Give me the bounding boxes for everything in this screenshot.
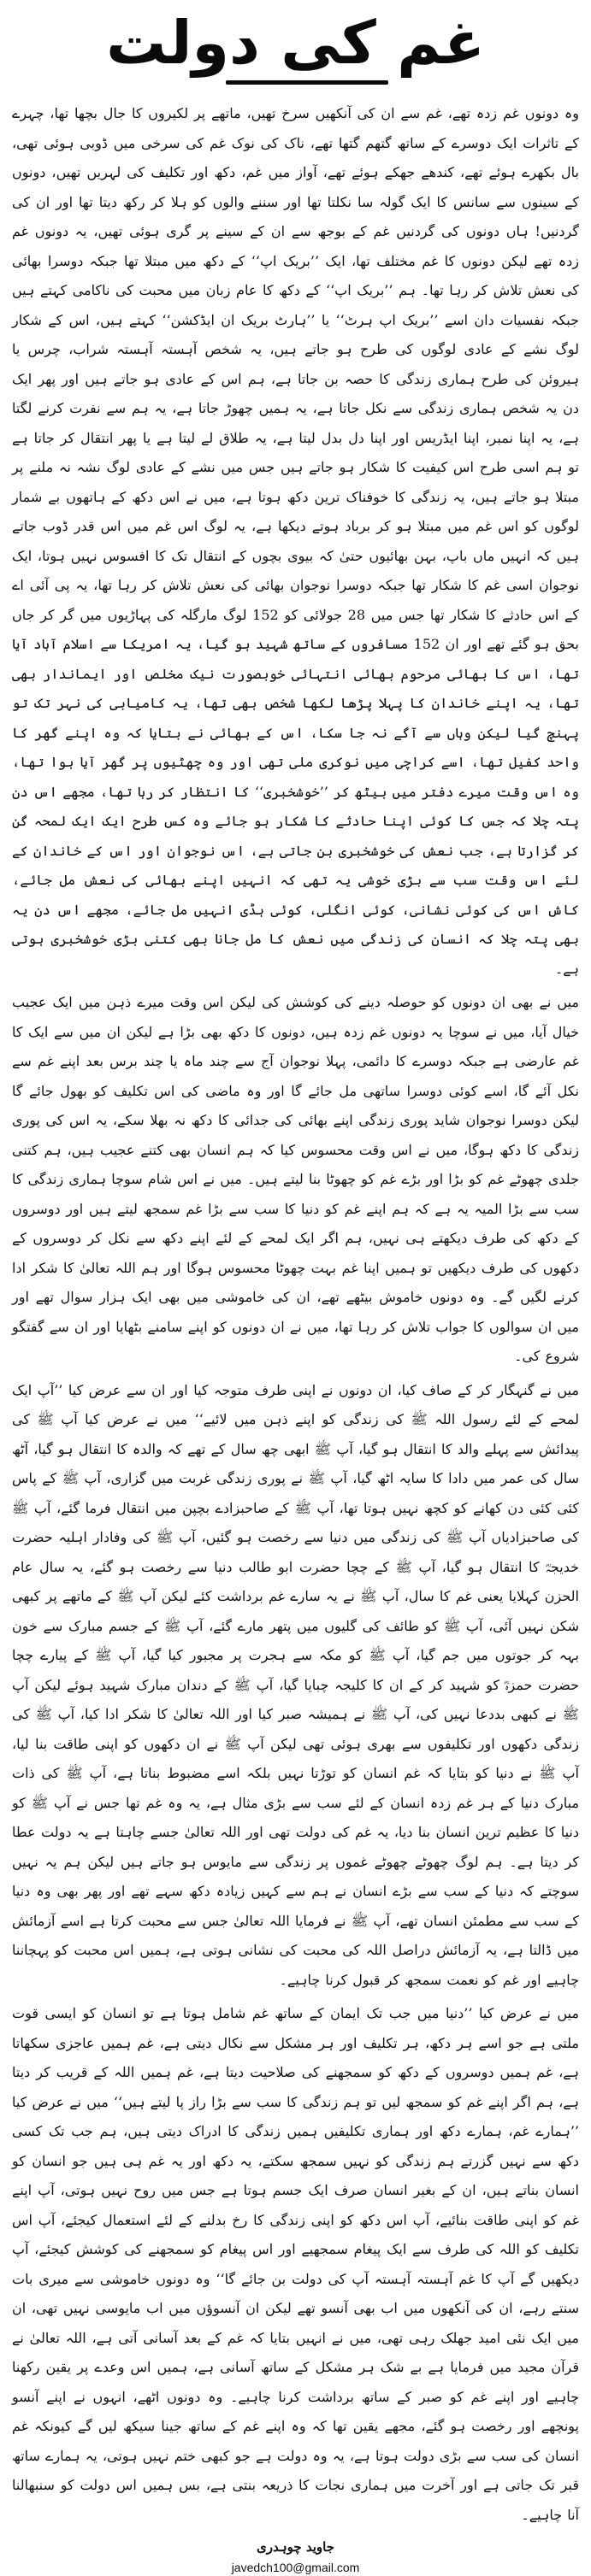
article-paragraph: میں نے بھی ان دونوں کو حوصلہ دینے کی کوشش کی لیکن اس وقت میرے ذہن میں ایک عجیب خیال آیا، میں نے سوچا یہ دونوں غم زدہ ہیں، دونوں کا دکھ بھی بڑا ہے لیکن ان میں سے ایک کا غم عارضی ہے جبکہ دوسرے کا دائمی، پہلا نوجوان آج سے چند ماہ یا چند برس بعد اپنے غم سے نکل آئے گا، اسے کوئی دوسرا ساتھی مل جائے گا اور وہ ماضی کی اس تکلیف کو بھول جائے گا لیکن دوسرا نوجوان شاید پوری زندگی اپنے بھائی کی جدائی کا دکھ نہ بھلا سکے، یہ اس کی پوری زندگی کا دکھ ہوگا، میں نے اس وقت محسوس کیا کہ ہم انسان بھی کتنے عجیب ہیں، ہم کتنی جلدی چھوٹے غم کو بڑا اور بڑے غم کو چھوٹا بنا لیتے ہیں۔ میں نے اس شام سوچا ہماری زندگی کا سب سے بڑا المیہ یہ ہے کہ ہم اپنے غم کو دنیا کا سب سے بڑا غم سمجھ لیتے ہیں اور دوسروں کے دکھ کی طرف دیکھتے ہی نہیں، ہم اگر ایک لمحے کے لئے اپنے دکھ سے نکل کر دوسروں کے دکھوں کی طرف دیکھیں تو ہمیں اپنا غم بہت چھوٹا محسوس ہوگا اور ہم اللہ تعالیٰ کا شکر ادا کرنے لگیں گے۔ وہ دونوں خاموش بیٹھے تھے، ان کی خاموشی میں بھی ایک ہزار سوال تھے اور میں ان سوالوں کا جواب تلاش کر رہا تھا، میں نے ان دونوں کو اپنے سامنے بٹھایا اور ان سے گفتگو شروع کی۔ bbox=[12, 994, 580, 1364]
article-paragraph: وہ دونوں غم زدہ تھے، غم سے ان کی آنکھیں سرخ تھیں، ماتھے پر لکیروں کا جال بچھا تھا، چہرے کے تاثرات ایک دوسرے کے ساتھ گتھم گتھا تھے، ناک کی نوک غم کی سرخی میں ڈوبی ہوئی تھی، بال بکھرے ہوئے تھے، کندھے جھکے ہوئے تھے، آواز میں غم، دکھ اور تکلیف کی لہریں تھیں، دونوں کے سینوں سے سانس کا ایک گولہ سا نکلتا تھا اور سننے والوں کو ہلا کر رکھ دیتا تھا اور ان کی گردنیں! ہاں دونوں کی گردنیں غم کے بوجھ سے ان کے سینے پر گری ہوئی تھیں، یہ دونوں غم زدہ تھے لیکن دونوں کا غم مختلف تھا، ایک ’’بریک اپ‘‘ کے دکھ میں مبتلا تھا جبکہ دوسرا بھائی کی نعش تلاش کر رہا تھا۔ ہم ’’بریک اپ‘‘ کے دکھ کا عام زبان میں محبت کی ناکامی کہتے ہیں جبکہ نفسیات دان اسے ’’بریک اپ ہرٹ‘‘ یا ’’ہارٹ بریک ان ایڈکشن‘‘ کہتے ہیں، اس کے شکار لوگ نشے کے عادی لوگوں کی طرح ہو جاتے ہیں، یہ شخص آہستہ آہستہ شراب، چرس یا ہیروئن کی طرح ہماری زندگی کا حصہ بن جاتا ہے، ہم اس کے عادی ہو جاتے ہیں اور پھر ایک دن یہ شخص ہماری زندگی سے نکل جاتا ہے، یہ ہمیں چھوڑ جاتا ہے، یہ ہم سے نفرت کرنے لگتا ہے، یہ اپنا نمبر، اپنا ایڈریس اور اپنا دل بدل لیتا ہے، یہ طلاق لے لیتا ہے یا پھر انتقال کر جاتا ہے تو ہم اسی طرح اس کیفیت کا شکار ہو جاتے ہیں جس میں نشے کے عادی لوگ نشہ نہ ملنے پر مبتلا ہو جاتے ہیں، یہ زندگی کا خوفناک ترین دکھ ہوتا ہے، میں نے اس دکھ کے ہاتھوں بے شمار لوگوں کو اس غم میں مبتلا ہو کر برباد ہوتے دیکھا ہے، یہ لوگ اس غم میں اس قدر ڈوب جاتے ہیں کہ انہیں ماں باپ، بہن بھائیوں حتیٰ کہ بیوی بچوں کے انتقال تک کا افسوس نہیں ہوتا، ایک نوجوان اسی غم کا شکار تھا جبکہ دوسرا نوجوان بھائی کی نعش تلاش کر رہا تھا، یہ پی آئی اے کے اس حادثے کا شکار تھا جس میں 28 جولائی کو 152 لوگ مارگلہ کی پہاڑیوں میں گر کر جاں بحق ہو گئے تھے اور ان 152 مسافروں کے ساتھ شہید ہو گیا، یہ امریکا سے اسلام آباد آیا تھا، اس کا بھائی مرحوم بھائی انتہائی خوبصورت نیک مخلص اور ایماندار بھی تھا، یہ اپنے خاندان کا پہلا پڑھا لکھا شخص بھی تھا، یہ کامیابی کی نہر تک تو پہنچ گیا لیکن وہاں سے آگے نہ جا سکا، اس کے بھائی نے بتایا کہ وہ اپنے گھر کا واحد کفیل تھا، اسے کراچی میں نوکری ملی تھی اور وہ چھٹیوں پر گھر آیا ہوا تھا، وہ اس وقت میرے دفتر میں بیٹھ کر ’’خوشخبری‘‘ کا انتظار کر رہا تھا، مجھے اس دن پتہ چلا کہ جس کا کوئی اپنا حادثے کا شکار ہو جائے وہ کس طرح ایک ایک لمحہ گن کر گزارتا ہے، جب نعش کی خوشخبری بن جاتی ہے، اس نوجوان اور اس کے خاندان کے لئے اس وقت سب سے بڑی خوشی یہ تھی کہ انہیں اپنے بھائی کی نعش مل جائے، کاش اس کی کوئی نشانی، کوئی انگلی، کوئی ہڈی انہیں مل جائے، مجھے اس دن یہ بھی پتہ چلا کہ انسان کی زندگی میں نعش کا مل جانا بھی کتنی بڑی خوشخبری ہوتی ہے۔ bbox=[12, 105, 580, 977]
article-body bbox=[12, 99, 579, 2530]
author-email: javedch100@gmail.com bbox=[231, 2561, 360, 2574]
article-headline: غم کی دولت bbox=[106, 8, 485, 78]
article-paragraph: میں نے عرض کیا ’’دنیا میں جب تک ایمان کے ساتھ غم شامل ہوتا ہے تو انسان کو ایسی قوت ملتی ہے جو اسے ہر دکھ، ہر تکلیف اور ہر مشکل سے نکال دیتی ہے، غم ہمیں عاجزی سکھاتا ہے، غم ہمیں دوسروں کے دکھ کو سمجھنے کی صلاحیت دیتا ہے، غم ہمیں اللہ کے قریب کر دیتا ہے، ہم اگر اپنے غم کو سمجھ لیں تو ہم زندگی کا سب سے بڑا راز پا لیتے ہیں‘‘ میں نے عرض کیا ’’ہمارے غم، ہمارے دکھ اور ہماری تکلیفیں ہمیں زندگی کا ادراک دیتی ہیں، ہم جب تک کسی دکھ سے نہیں گزرتے ہم زندگی کو نہیں سمجھ سکتے، یہ دکھ اور یہ غم ہی ہیں جو انسان کو انسان بناتے ہیں، ان کے بغیر انسان صرف ایک جسم ہوتا ہے جس میں روح نہیں ہوتی، آپ اپنے غم کو اپنی طاقت بنائیے، آپ اس دکھ کو اپنی زندگی کا رخ بدلنے کے لئے استعمال کیجئے، آپ اس تکلیف کو اللہ کی طرف سے ایک پیغام سمجھیے اور اس پیغام کو سمجھنے کی کوشش کیجئے، آپ دیکھیں گے آپ کا غم آہستہ آہستہ آپ کی دولت بن جائے گا‘‘ وہ دونوں خاموشی سے میری بات سنتے رہے، ان کی آنکھوں میں اب بھی آنسو تھے لیکن ان آنسوؤں میں اب مایوسی نہیں تھی، ان میں ایک نئی امید جھلک رہی تھی، میں نے انہیں بتایا کہ غم کے بعد آسانی آتی ہے، اللہ تعالیٰ نے قرآن مجید میں فرمایا ہے بے شک ہر مشکل کے ساتھ آسانی ہے، ہمیں اس وعدے پر یقین رکھنا چاہیے اور اپنے غم کو صبر کے ساتھ برداشت کرنا چاہیے۔ وہ دونوں اٹھے، انہوں نے اپنے آنسو پونچھے اور رخصت ہو گئے، مجھے یقین تھا کہ وہ اپنے غم کے ساتھ جینا سیکھ لیں گے کیونکہ غم انسان کی سب سے بڑی دولت ہوتا ہے، یہ وہ دولت ہے جو کبھی ختم نہیں ہوتی، یہ ہمارے ساتھ قبر تک جاتی ہے اور آخرت میں ہماری نجات کا ذریعہ بنتی ہے، بس ہمیں اس دولت کو سنبھالنا آنا چاہیے۔ bbox=[12, 2005, 580, 2523]
headline-underline bbox=[226, 80, 388, 85]
article-paragraph: میں نے گنہگار کر کے صاف کیا، ان دونوں نے اپنی طرف متوجہ کیا اور ان سے عرض کیا ’’آپ ایک لمحے کے لئے رسول اللہ ﷺ کی زندگی کو اپنے ذہن میں لائیے‘‘ میں نے عرض کیا آپ ﷺ کی پیدائش سے پہلے والد کا انتقال ہو گیا، آپ ﷺ ابھی چھ سال کے تھے کہ والدہ کا انتقال ہو گیا، آٹھ سال کی عمر میں دادا کا سایہ اٹھ گیا، آپ ﷺ نے پوری زندگی غربت میں گزاری، آپ ﷺ کے پاس کئی کئی دن کھانے کو کچھ نہیں ہوتا تھا، آپ ﷺ کے صاحبزادے بچپن میں انتقال فرما گئے، آپ ﷺ کی صاحبزادیاں آپ ﷺ کی زندگی میں دنیا سے رخصت ہو گئیں، آپ ﷺ کی وفادار اہلیہ حضرت خدیجہؓ کا انتقال ہو گیا، آپ ﷺ کے چچا حضرت ابو طالب دنیا سے رخصت ہو گئے، یہ سال عام الحزن کہلایا یعنی غم کا سال، آپ ﷺ نے یہ سارے غم برداشت کئے لیکن آپ ﷺ کے ماتھے پر کبھی شکن نہیں آئی، آپ ﷺ کو طائف کی گلیوں میں پتھر مارے گئے، آپ ﷺ کے جسم مبارک سے خون بہہ کر جوتوں میں جم گیا، آپ ﷺ کو مکہ سے ہجرت پر مجبور کیا گیا، آپ ﷺ کے پیارے چچا حضرت حمزہؓ کو شہید کر کے ان کا کلیجہ چبایا گیا، آپ ﷺ کے دندان مبارک شہید ہوئے لیکن آپ ﷺ نے کبھی بددعا نہیں کی، آپ ﷺ نے ہمیشہ صبر کیا اور اللہ تعالیٰ کا شکر ادا کیا، آپ ﷺ کی زندگی دکھوں اور تکلیفوں سے بھری ہوئی تھی لیکن آپ ﷺ نے ان دکھوں کو اپنی طاقت بنا لیا، آپ ﷺ نے دنیا کو بتایا کہ غم انسان کو توڑتا نہیں بلکہ اسے مضبوط بناتا ہے، آپ ﷺ کی ذات مبارک دنیا کے ہر غم زدہ انسان کے لئے سب سے بڑی مثال ہے، یہ وہ غم تھا جس نے آپ ﷺ کو دنیا کا عظیم ترین انسان بنا دیا، یہ غم کی دولت تھی اور اللہ تعالیٰ جسے چاہتا ہے یہ دولت عطا کر دیتا ہے۔ ہم لوگ چھوٹے چھوٹے غموں پر زندگی سے مایوس ہو جاتے ہیں لیکن ہم یہ نہیں سوچتے کہ دنیا کے سب سے بڑے انسان نے ہم سے کہیں زیادہ دکھ سہے تھے اور پھر بھی وہ دنیا کے سب سے مطمئن انسان تھے، آپ ﷺ نے فرمایا اللہ تعالیٰ جس سے محبت کرتا ہے اسے آزمائش میں ڈالتا ہے، یہ آزمائش دراصل اللہ کی محبت کی نشانی ہوتی ہے، ہمیں اس محبت کو پہچاننا چاہیے اور غم کو نعمت سمجھ کر قبول کرنا چاہیے۔ bbox=[12, 1381, 580, 1988]
author-name: جاوید چوہدری bbox=[256, 2539, 335, 2555]
headline-area bbox=[12, 7, 579, 99]
